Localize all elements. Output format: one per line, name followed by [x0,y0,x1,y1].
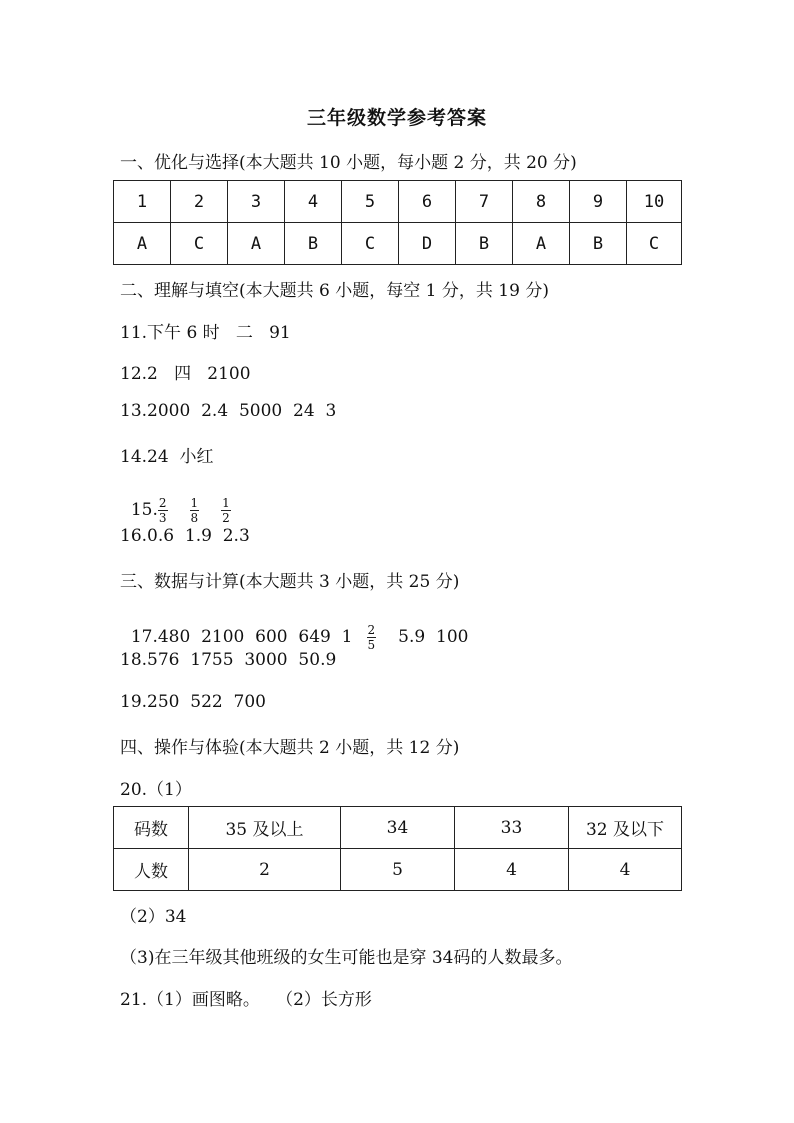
answer-q17 [120,603,468,652]
answer-cell: B [456,223,513,265]
table-cell: 4 [569,849,682,891]
section-1-heading: 一、优化与选择(本大题共 10 小题，每小题 2 分，共 20 分) [120,153,577,173]
answer-q20-2: （2）34 [120,907,187,927]
table-cell: 4 [455,849,569,891]
question-number-cell: 5 [342,181,399,223]
fraction-numerator: 1 [222,496,230,510]
table-cell: 5 [341,849,455,891]
answer-q13: 13.2000 2.4 5000 24 3 [120,401,337,421]
shoe-size-table [113,806,682,891]
answer-cell: C [171,223,228,265]
answer-cell: B [285,223,342,265]
table-cell: 34 [341,807,455,849]
fraction [190,496,200,525]
answer-q14: 14.24 小红 [120,447,214,467]
answer-q11: 11.下午 6 时 二 91 [120,323,291,343]
question-number-cell: 6 [399,181,456,223]
fraction-numerator: 1 [190,496,199,510]
answer-q20-3: （3)在三年级其他班级的女生可能也是穿 34码的人数最多。 [120,948,573,968]
q15-prefix: 15. [130,500,158,520]
answer-row [114,223,682,265]
section-4-heading: 四、操作与体验(本大题共 2 小题，共 12 分) [120,738,460,758]
answer-q21: 21.（1）画图略。 （2）长方形 [120,990,372,1010]
fraction [367,623,377,652]
answer-cell: A [114,223,171,265]
question-number-cell: 3 [228,181,285,223]
fraction-denominator: 8 [190,511,199,525]
fraction [221,496,231,525]
choice-answer-table [113,180,682,265]
table-cell: 33 [455,807,569,849]
fraction-numerator: 2 [158,496,167,510]
answer-q20-label: 20.（1） [120,780,192,800]
answer-cell: A [513,223,570,265]
answer-q15 [120,476,253,525]
table-cell: 码数 [114,807,189,849]
answer-q18: 18.576 1755 3000 50.9 [120,650,337,670]
question-number-row [114,181,682,223]
table-cell: 32 及以下 [569,807,682,849]
question-number-cell: 1 [114,181,171,223]
answer-cell: C [627,223,682,265]
section-2-heading: 二、理解与填空(本大题共 6 小题，每空 1 分，共 19 分) [120,281,549,301]
section-3-heading: 三、数据与计算(本大题共 3 小题，共 25 分) [120,572,460,592]
fraction-denominator: 3 [158,511,167,525]
table-cell: 2 [189,849,341,891]
question-number-cell: 10 [627,181,682,223]
answer-q12: 12.2 四 2100 [120,364,251,384]
fraction-denominator: 5 [367,638,376,652]
question-number-cell: 2 [171,181,228,223]
question-number-cell: 9 [570,181,627,223]
table-cell: 35 及以上 [189,807,341,849]
answer-cell: A [228,223,285,265]
answer-q16: 16.0.6 1.9 2.3 [120,526,250,546]
fraction-denominator: 2 [222,511,230,525]
q17-values-after: 5.9 100 [398,627,469,647]
question-number-cell: 7 [456,181,513,223]
page-title: 三年级数学参考答案 [306,107,487,129]
table-row [114,849,682,891]
question-number-cell: 4 [285,181,342,223]
answer-cell: D [399,223,456,265]
fraction-numerator: 2 [367,623,376,637]
answer-q19: 19.250 522 700 [120,692,266,712]
answer-cell: C [342,223,399,265]
q17-values-before: 17.480 2100 600 649 1 [130,627,353,647]
fraction [158,496,168,525]
question-number-cell: 8 [513,181,570,223]
answer-cell: B [570,223,627,265]
table-cell: 人数 [114,849,189,891]
table-row [114,807,682,849]
